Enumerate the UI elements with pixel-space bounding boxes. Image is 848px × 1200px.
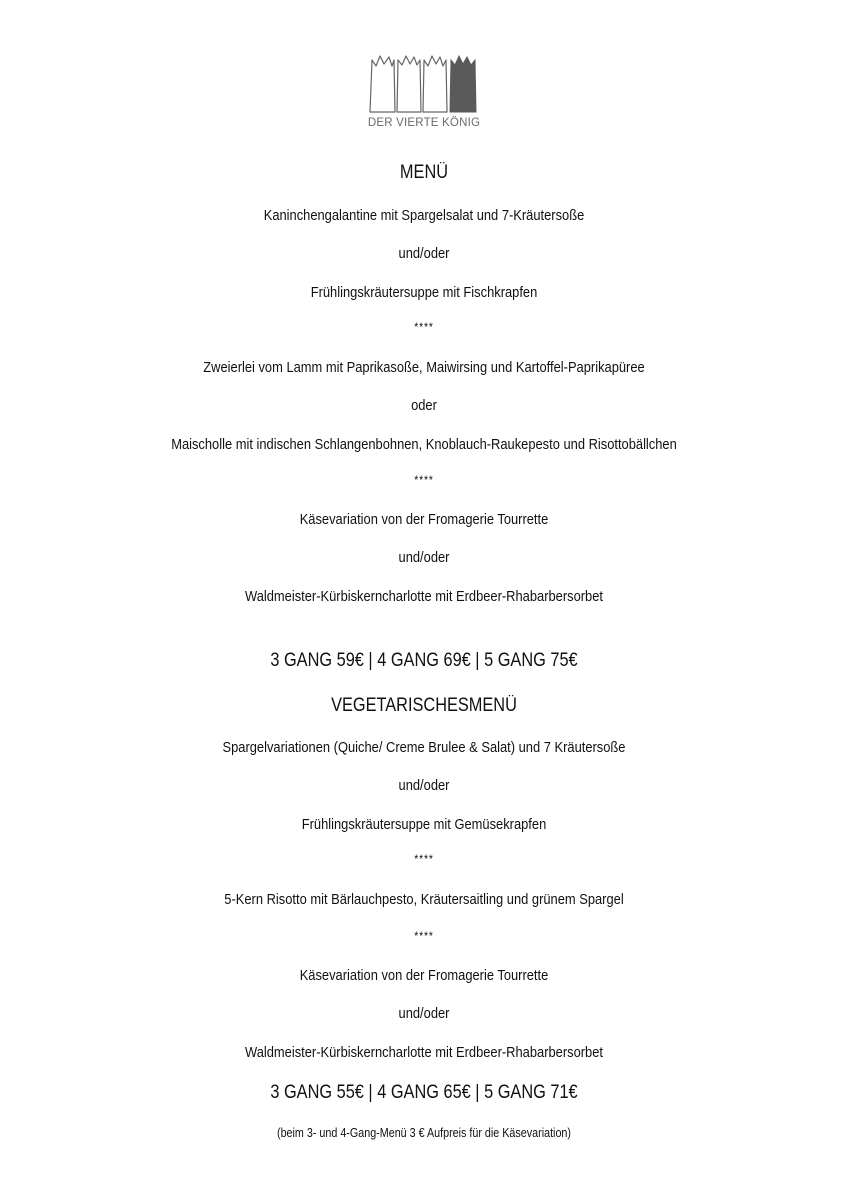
menu-line: Waldmeister-Kürbiskerncharlotte mit Erdbeer-Rhabarbersorbet [244, 588, 604, 605]
menu-title: MENÜ [399, 162, 449, 183]
veg-menu-line: 5-Kern Risotto mit Bärlauchpesto, Kräutersaitling und grünem Spargel [224, 891, 624, 908]
veg-menu-line: und/oder [398, 1005, 450, 1022]
menu-line: und/oder [398, 549, 450, 566]
veg-menu-line: Waldmeister-Kürbiskerncharlotte mit Erdbeer-Rhabarbersorbet [244, 1044, 604, 1061]
menu-price: 3 GANG 59€ | 4 GANG 69€ | 5 GANG 75€ [270, 650, 578, 671]
veg-menu-line: Käsevariation von der Fromagerie Tourrette [299, 967, 549, 984]
crowns-icon [366, 52, 482, 114]
veg-menu-line: Spargelvariationen (Quiche/ Creme Brulee & Salat) und 7 Kräutersoße [222, 739, 626, 756]
course-separator: **** [414, 320, 434, 334]
menu-line: Frühlingskräutersuppe mit Fischkrapfen [310, 284, 538, 301]
veg-menu-price: 3 GANG 55€ | 4 GANG 65€ | 5 GANG 71€ [270, 1082, 578, 1103]
footnote: (beim 3- und 4-Gang-Menü 3 € Aufpreis für die Käsevariation) [276, 1126, 571, 1140]
menu-line: und/oder [398, 245, 450, 262]
course-separator: **** [414, 473, 434, 487]
menu-line: oder [411, 397, 437, 414]
menu-line: Zweierlei vom Lamm mit Paprikasoße, Maiwirsing und Kartoffel-Paprikapüree [203, 359, 645, 376]
course-separator: **** [414, 929, 434, 943]
veg-menu-title: VEGETARISCHESMENÜ [331, 695, 517, 716]
restaurant-logo [366, 52, 482, 138]
menu-line: Käsevariation von der Fromagerie Tourrette [299, 511, 549, 528]
course-separator: **** [414, 852, 434, 866]
menu-line: Maischolle mit indischen Schlangenbohnen, Knoblauch-Raukepesto und Risottobällchen [171, 436, 677, 453]
logo-wordmark: DER VIERTE KÖNIG [367, 117, 481, 129]
veg-menu-line: Frühlingskräutersuppe mit Gemüsekrapfen [301, 816, 547, 833]
veg-menu-line: und/oder [398, 777, 450, 794]
menu-line: Kaninchengalantine mit Spargelsalat und 7-Kräutersoße [263, 207, 585, 224]
